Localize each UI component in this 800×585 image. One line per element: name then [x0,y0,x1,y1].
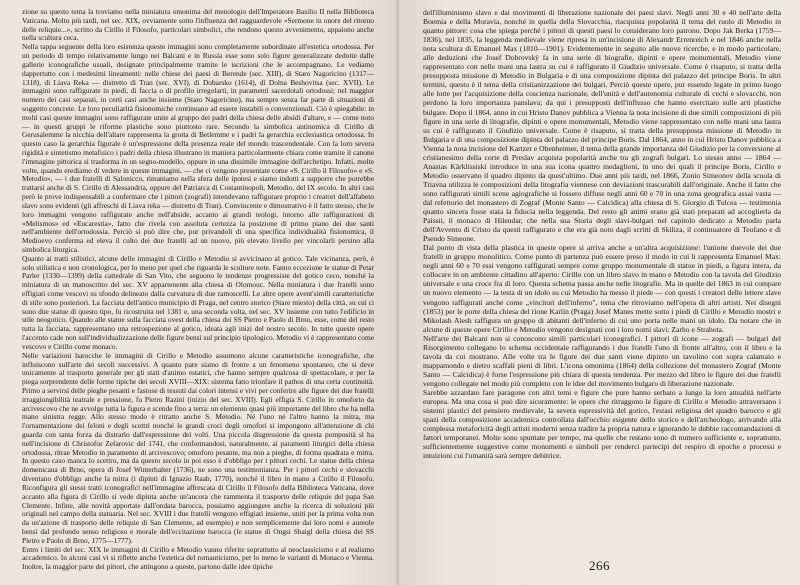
left-page [0,0,397,585]
right-paragraph-2: Dal punto di vista della plastica in queste opere si arriva anche a un'altra acquisizione: l'unione duevole dei due fratelli in gruppo monolitico. Come punto di partenza può essere preso il modo in cui li rappresenta Emanuel Max: negli anni 60 e 70 essi vengono raffigurati sempre come gruppo monumentale di statue in piedi, a figura intera, da collocare in un ambiente cittadino all'aperto: Cirillo con un libro slavo in mano e Metodio con la tavola del Giudizio universale e una croce fra di loro. Questa schema passa anche nelle litografie. Ma in quelle del 1863 in cui compare un nuovo elemento — la testa di un idolo su cui Metodio ha messo il piede — con questi i creatori delle lettere slave vengono raffigurati anche come „vincitori dell'inferno", tema che ritroviamo nell'opera di altri artisti. Nei disegni (1853) per le porte della chiesa del rione Karlín (Praga) Josef Manes mette sotto i piedi di Cirillo e Metodio mostri e Mikolash Alesh raffigura un gruppo di abitanti dell'inferno di cui uno porta nelle mani un idolo. Da notare che in alcune di queste opere Cirillo e Metodio vengono designati con i loro nomi slavi: Zarho e Strahota. [423,243,781,334]
right-paragraph-3: Nell'arte dei Balcani non si conoscono simili particolari iconografici. I pittori di icone — zografi — bulgari del Risorgimento collegano lo schema occidentale raffigurando i due fratelli l'uno di fronte all'altro, con il libro e la tavola da cui mostrano. Alle volte tra le figure dei due santi viene dipinto un tavolino con sopra calamaio e mappamondo e dietro scaffali pieni di libri. L'icona omonima (1864) della collezione del monastero Zograf (Monte Santo — Calcidica) è forse l'espressione più chiara di questa tendenza. Per mezzo del libro le figure dei due fratelli vengono collegate nel modo più completo con le idee del movimento bulgaro di liberazione nazionale. [423,333,781,388]
page-number: 266 [589,558,610,573]
left-text-column [22,8,374,572]
left-paragraph-3: Quanto ai tratti stilistici, alcune delle immagini di Cirillo e Metodio si avvicinano al gotico. Tale vicinanza, però, è solo stilistica e non cronologica, per lo meno per quel che riguarda le sculture note. Fanno eccezione le statue di Petar Parler (1330—1399) della cattedrale di San Vito, che seguono le tendenze progressiste del gotico ceco, nonché la miniatura di un manoscritto del sec. XV appartenente alla chiesa di Olomouc. Nella miniatura i due fratelli sono effigiati come vescovi su sfondo delineato dalla curvatura di due ramoscelli. Le altre opere avent'simili caratteristiche di stile sono posteriori. La facciata dell'antico municipio di Praga, nel centro storico (Stare miesto) della città, su cui ci sono due statue di questo tipo, fu ricostruita nel 1381 e, una seconda volta, nel sec. XV insieme con tutto l'edificio in stile neogotico. Quando alle statue sulla facciata ovest della chiesa dei SS Pietro e Paolo di Brno, esse, come del resto tutta la facciata, rappresentano una retrospezione al gotico, ideata agli inizi del nostro secolo. In tutte queste opere l'accento cade non sull'individualizzazione delle figure bensì sul principio tipologico. Metodio vi è rappresentato come vescovo e Cirillo come monaco. [22,253,374,351]
right-paragraph-4: Sarebbe azzardato fare paragone con altri temi e figure che pure hanno serbato a lungo la loro attualità nell'arte europea. Ma una cosa si può dire sicuramente: le opere che ritraggono le figure di Cirillo e Metodio attraversano i sistemi plastici del pensiero medievale, la severa espressività del gotico, l'estasi religiosa del quadro barocco e gli spazi della composizione accademica controllata dall'occhio esigente dello storico e dell'archeologo, arrivando alla complessa metaforicità degli artisti moderni senza tradire la propria natura e ignorando le dubbie raccomandazioni di fattori temporanei. Molte sono spuntate per tempo, ma quelle che restano sono di numero sufficiente e, soprattutto, sufficientemente suggestive come monumenti e simboli per renderci partecipi del respiro di epoche e processi e intuizioni cui l'umanità sarà sempre debitrice. [423,387,781,461]
right-text-column [423,8,781,460]
left-paragraph-2: Nella tappa seguente della loro esistenza queste immagini sono completamente subordinate all'estetica ortodossa. Per un periodo di tempo relativamente lungo nei Balcani e in Russia esse sono solo figure generalizzate dedotte dalle gallerie iconografiche usuali, designate principalmente tramite le iscrizioni che le accompagnano. Le vediamo dappertutto con i medesimi lineamenti: nelle chiese dei paesi di Berende (sec. XIII), di Staro Nagoricino (1317—1318), di Liava Reka — distretto di Tran (sec. XVI), di Dobarsko (1614), di Dolna Beshovitsa (sec. XVII). Le immagini sono raffigurate in piedi, di faccia o di profilo irregolarti, in paramenti sacerdotali ortodossi; nel maggior numero dei casi separati, in certi casi anche insieme (Staro Nagoricino), ma sempre senza far parte di situazioni di soggetto concrete. Le loro peculiarità fisionomiche continuano ad essere instabili o convenzionali. Ciò è spiegabile: in molti casi queste immagini sono raffigurate unite al gruppo dei padri della chiesa delle absidi d'altare, e — come noto — in questi gruppi le riforme plastiche sono piuttosto rare. Secondo la simbolica antinomica di Cirillo di Gerusalemme la nicchia dell'altare rappresenta la grotta di Betlemme e i padri la gerarchia ecclesiastica ortodossa. In questo caso la gerarchia figurale è un'espressione della presenza reale del mondo trascendentale. Con la loro severa rigidità e sintetismo metafisico i padri della chiesa illustrano in maniera particolarmente chiara come tramite il canone l'immagine pittorica si trasforma in un segno-modello, oppure in una dissimile immagine dell'archetipo. Infatti, molte volte, quando erediamo di vedere in queste immagini, — che ci vengono presentate come «S. Cirillo il Filosofo» e «S. Metodio», — i due fratelli di Salonicco, rimaniamo nella sfera delle ipotesi e siamo indotti a supporre che potrebbe trattarsi anche di S. Cirillo di Alessandria, oppure del Patriarca di Costantinopoli, Metodio, del IX secolo. In altri casi però le prove indispensabili a confermare che i pittori (zografi) intendevano raffigurare proprio i creatori dell'alfabeto slavo sono evidenti (gli affreschi di Liava reka — distretto di Tran). Convincente e dimostrativo è il fatto stesso, che le loro immagini vengono raffigurate anche nell'abside, accanto ai grandi teologi, intorno alle raffigurazioni di «Melismos» ed «Eucarestia», fatto che rivela con assoluta certezza la posizione di primo piano dei due santi nell'ambiente dell'ortodossia. Perciò si può dire che, pur privandoli di una specifica individualità fisionomica, il Medioevo conferma ed eleva il culto dei due fratelli ad un nuovo, più elevato livello per vincolarli persino alla simbolica liturgica. [22,42,374,254]
right-paragraph-1: dell'illuminismo slavo e dai movimenti di liberazione nazionale dei paesi slavi. Negli anni 30 e 40 nell'arte della Boemia e della Moravia, nonché in quella della Slovacchia, riacquista popolarità il tema del ruolo di Metodio in quanto pittore: cosa che spiega perché i pittori di questi paesi lo considerano loro patrono. Dopo Jak Berka (1759—1836), nel 1835, la leggenda medievale viene ripresa in un'incisione di Alexandr Errenreich e nel 1846 anche nella nota scultura di Emanuel Max (1810—1901). Evidentemente in seguito alle nuove ricerche, e in modo particolare, alle deduzioni che Josef Dobrovský fa in una serie di biografie, dipinti e opere monumentali, Metodio viene rappresentato con nelle mani una lastra su cui è raffigurato il Giudizio universale. Come è risaputo, si tratta della presupposta missione di Metodio in Bulgaria e di una composizione dipinta del palazzo del principe Boris. In altri termini, questo è il tema della cristianizzazione dei bulgari. Perciò queste opere, pur essendo legate in primo luogo alle lotte per l'acquisizione della coscienza nazionale, dell'unità e dell'autonomia culturale di cechi e slovacchi, non perdono la loro importanza panslava; da qui i presupposti dell'influsso che hanno esercitato sulle arti plastiche bulgare. Dopo il 1864, anno in cui Hristo Danov pubblica a Vienna la nota incisione di due simili composizioni di più figure in una serie di litografie, dipinti e opere monumentali, Metodio viene rappresentato con nelle mani una lastra su cui è raffigurato il Giudizio universale. Come è risaputo, si tratta della presupposta missione di Metodio in Bulgaria e di una composizione dipinta del palazzo del principe Boris. Dal 1864, anno in cui Hristo Danov pubblica a Vienna la nota incisione del Kartzer e Obenheimer, il tema della grande importanza del Giudizio per la conversione al cristianesimo della corte di Preslav acquista popolarità anche tra gli zografi bulgari. Lo stesso anno — 1864 — Anastas Kärklissiski introduce in una sua icona quattro medaglioni, in uno dei quali il principe Boris, Cirillo e Metodio osservano il quadro dipinto da quest'ultimo. Due anni più tardi, nel 1866, Zonio Simeonov della scuola di Triavna utilizza le composizioni della litografia viennese con deviazioni trascurabili dall'originale. Anche il fatto che sono raffigurati simili scene agiografiche si fossero diffuse negli anni 60 e 70 in una zona geografica assai vasta — dal refettorio del monastero di Zograf (Monte Santo — Calcidica) alla chiesa di S. Giorgio di Tulcea — testimonia quanto sincera fosse stata la fiducia nella leggenda. Del resto gli animi erano già stati preparati ad accoglierla da Paissii, il monaco di Hilendar, che nella sua Storia degli slavi-bulgari nel capitolo dedicato a Metodio parla dell'Avvento di Cristo da questi raffigurato e che era già noto dagli scritti di Skiliza, il continuatore di Teofano e di Pseudo Simeone. [423,8,781,244]
left-paragraph-5: Entro i limiti del sec. XIX le immagini di Cirillo e Metodio vanno riferite soprattutto al neoclassicismo e al realismo accademico. In alcuni casi vi si riflette anche l'estetica del romanticismo, per lo meno le varianti di Monaco e Vienna. Inoltre, la maggior parte dei pittori, che attingono a queste, partono dalle idee tipiche [22,544,374,572]
left-paragraph-4: Nelle variazioni barocche le immagini di Cirillo e Metodio assumono alcune caratteristiche iconografiche, che influiscono sull'arte dei secoli successivi. A quanto pare siamo di fronte a un fenomeno spontaneo, che si deve unicamente al trasporto generale per gli stati d'animo estatici, che hanno sempre qualcosa di spettacolare, e per la piega sorprendente delle forme tipiche dei secoli XVIII—XIX: sistema fatto trionfare il pathos di una certa continuità. Primo a servirsi delle pieghe pesanti e fastose di tessuti dai colori intensi e vivi per conferire alle figure dei due fratelli irraggiungibilità teatrale e pressione, fu Pietro Razini (inizio del sec. XVIII). Egli effigia S. Cirillo in omoforio da arcivescovo che ne avvolge tutta la figura e scende fino a terra: un elemento quasi più importante del libro che ha nella mano sinistra regge. Allo stesso modo è ritratto anche S. Metodio. Né l'uno né l'altro hanno la mitra, ma l'ornamentazione dei feloni e degli scettri nonché le grandi croci degli omofori si impongono all'attenzione di chi guarda con tanta forza da distrarlo dall'espressione dei volti. Una piccola disgressione da questa pomposità si ha nell'incisione di Christofor Zefarovic del 1741, che conformandosi, naturalmente, ai paramenti liturgici della chiesa ortodossa, ritrae Metodio in paramento di arcivescovo; omoforo pesante, ma non a pieghe, di forma quadrata e mitra. In questo caso manca lo scettro, ma da questo secolo in poi esso è d'obbligo per i pittori cechi. Le statue della chiesa domenicana di Brno, opera di Josef Winterhalter (1736), ne sono una testimonianza. Per i pittori cechi e slovacchi diventano d'obbligo anche la mitra (i dipinti di Ignazio Raab, 1770), nonché il libro in mano a Cirillo il Filosofo. Riconfigura gli stessi tratti iconografici nell'immagine affrescata di Cirillo il Filosofo della Biblioteca Vaticana, dove accanto alla figura di Cirillo si vede dipinta anche un'ancora che rammenta il trasporto delle reliquie del papa San Clemente. Infine, alle novità apportate dall'ondata barocca, possiamo aggiungere anche la ricerca di soluzioni più originali nel campo della statuaria. Nel sec. XVIII i due fratelli vengono effigiati insieme, uniti per la prima volta non da un'azione di trasporto delle reliquie di San Clemente, ad esempio) e non semplicemente dai loro nomi e aureole bensì dal profondo senso religioso e morale dell'eccitazione barocca (le statue di Ongsi Shaigl della chiesa dei SS Pietro e Paolo di Brno, 1775—1777). [22,350,374,545]
left-paragraph-1: zione su questo tema la troviamo nella miniatura omonima del menologio dell'Imperatore Basilio II nella Biblioteca Vaticana. Molto più tardi, nel sec. XIX, ovviamente sotto l'influenza del ragguardevole «Sermone in onore del ritorno delle reliquie...», scritto da Cirillo il Filosofo, particolari simbolici, che rendono questo avvenimento, appaiono anche nella scultura ceca. [22,7,374,43]
right-page [399,0,800,585]
